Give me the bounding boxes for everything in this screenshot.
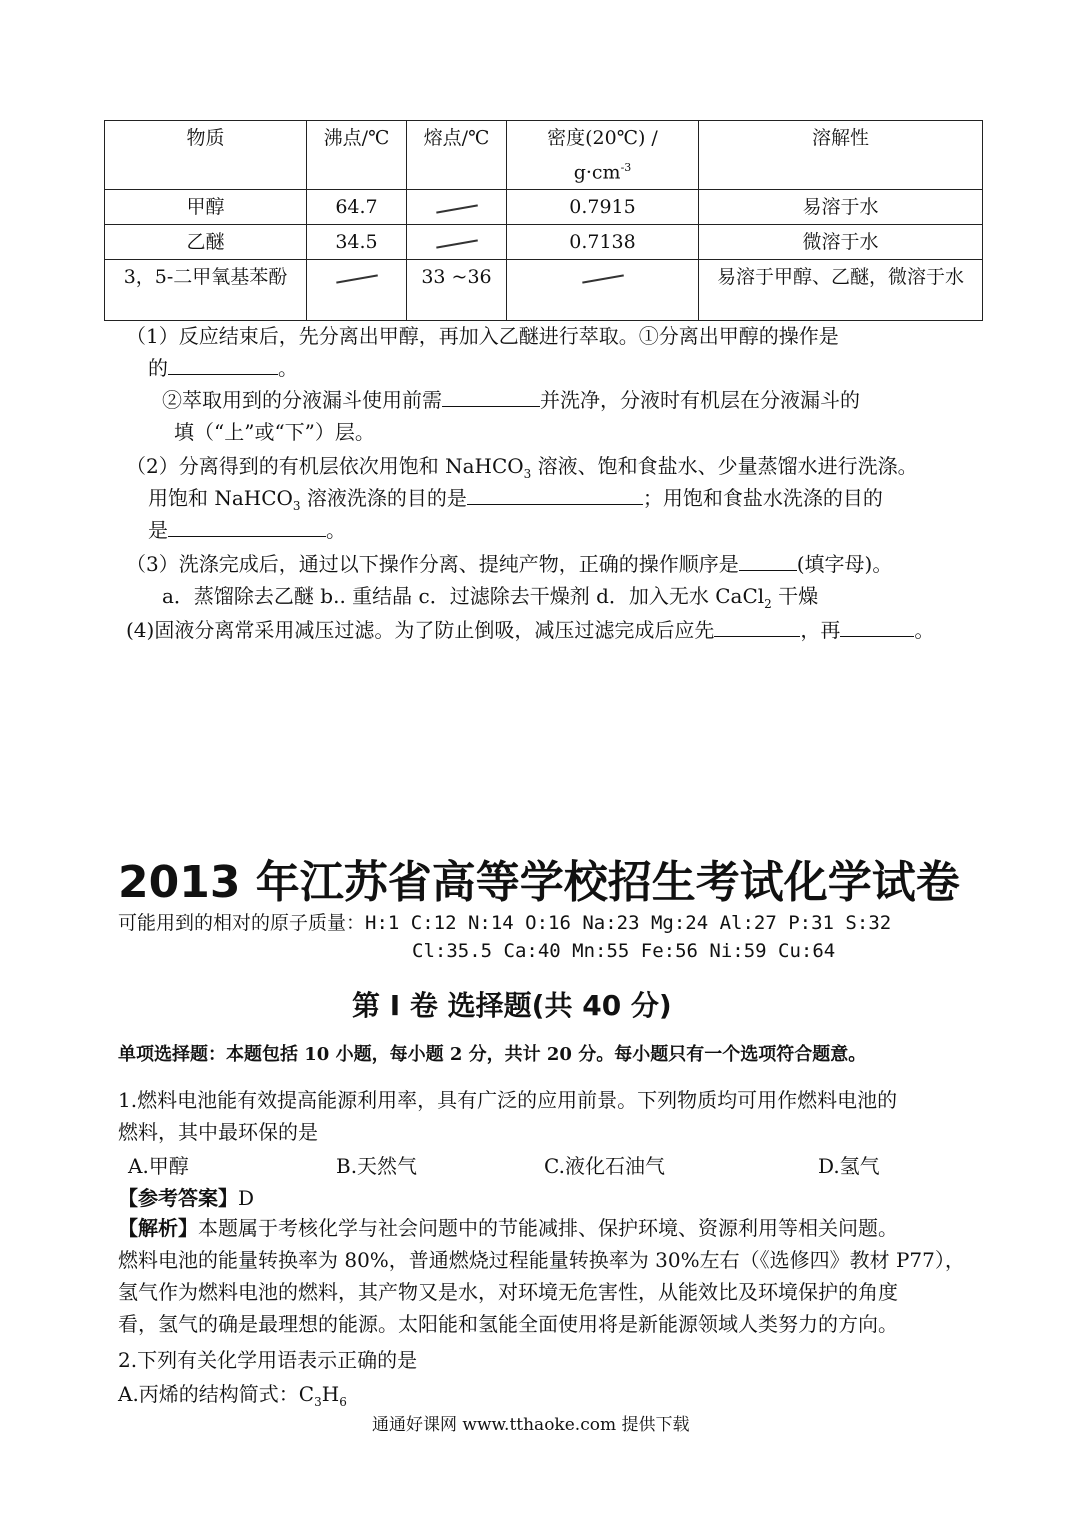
q3a-prefix: （3）洗涤完成后，通过以下操作分离、提纯产物，正确的操作顺序是: [126, 552, 739, 576]
cell-name: 乙醚: [105, 225, 307, 260]
question-2c: [148, 514, 346, 546]
cell-solubility: 微溶于水: [699, 225, 983, 260]
exam-q1-line2: 燃料，其中最环保的是: [118, 1120, 318, 1144]
dash-mark: [436, 204, 478, 213]
q2-option-a-mid: H: [321, 1382, 340, 1406]
header-boiling-point: 沸点/℃: [307, 121, 407, 190]
q2a-prefix: （2）分离得到的有机层依次用饱和 NaHCO: [126, 454, 524, 478]
q2c-suffix: 。: [326, 518, 346, 542]
q2b-prefix: 用饱和 NaHCO: [148, 486, 293, 510]
cell-density: [507, 260, 699, 321]
analysis-line1: [118, 1212, 898, 1244]
properties-table: [104, 120, 983, 321]
option-c: C.液化石油气: [544, 1154, 665, 1178]
q2a-suffix: 溶液、饱和食盐水、少量蒸馏水进行洗涤。: [531, 454, 918, 478]
exam-title: 2013 年江苏省高等学校招生考试化学试卷: [118, 857, 960, 908]
q3b-suffix: 干燥: [771, 584, 819, 608]
option-a: A.甲醇: [128, 1154, 189, 1178]
q4-middle: ，再: [800, 618, 841, 642]
page-footer: 通通好课网 www.tthaoke.com 提供下载: [372, 1415, 690, 1435]
q2-option-a-sub1: 3: [314, 1395, 322, 1409]
question-1d: 填（“上”或“下”）层。: [174, 420, 375, 444]
cell-bp: 34.5: [307, 225, 407, 260]
header-density-exp: -3: [620, 161, 632, 174]
analysis-text: 本题属于考核化学与社会问题中的节能减排、保护环境、资源利用等相关问题。: [198, 1216, 898, 1240]
dash-mark: [336, 274, 378, 283]
q2b-subscript: 3: [292, 499, 301, 513]
header-density: [507, 121, 699, 190]
header-density-label: 密度(20℃) /: [547, 127, 658, 149]
atomic-masses-line2: Cl:35.5 Ca:40 Mn:55 Fe:56 Ni:59 Cu:64: [412, 940, 836, 962]
answer-blank[interactable]: [168, 518, 326, 537]
section-instruction: 单项选择题：本题包括 10 小题，每小题 2 分，共计 20 分。每小题只有一个选项符合题意。: [118, 1044, 867, 1065]
analysis-line4: 看，氢气的确是最理想的能源。太阳能和氢能全面使用将是新能源领域人类努力的方向。: [118, 1312, 898, 1336]
q2c-prefix: 是: [148, 518, 168, 542]
q2b-suffix: ；用饱和食盐水洗涤的目的: [642, 486, 883, 510]
cell-name: 甲醇: [105, 190, 307, 225]
cell-solubility: 易溶于甲醇、乙醚，微溶于水: [699, 260, 983, 321]
cell-density: 0.7915: [507, 190, 699, 225]
q3b-subscript: 2: [764, 597, 772, 611]
q2a-subscript: 3: [523, 467, 532, 481]
cell-bp: 64.7: [307, 190, 407, 225]
dash-mark: [436, 239, 478, 248]
q2-option-a-sub2: 6: [339, 1395, 347, 1409]
question-1b: [148, 352, 298, 384]
q3a-suffix: (填字母)。: [796, 552, 893, 576]
exam-q2-line1: 2.下列有关化学用语表示正确的是: [118, 1348, 418, 1372]
atomic-masses-line1: 可能用到的相对的原子质量：H:1 C:12 N:14 O:16 Na:23 Mg:24 Al:27 P:31 S:32: [118, 912, 892, 934]
analysis-line3: 氢气作为燃料电池的燃料，其产物又是水，对环境无危害性，从能效比及环境保护的角度: [118, 1280, 898, 1304]
analysis-line2: 燃料电池的能量转换率为 80%，普通燃烧过程能量转换率为 30%左右（《选修四》教材 P77），: [118, 1248, 965, 1272]
q4-suffix: 。: [914, 618, 935, 642]
answer-blank[interactable]: [168, 356, 278, 375]
answer-blank[interactable]: [442, 388, 540, 407]
answer-value: D: [238, 1186, 255, 1210]
q1c-suffix: 并洗净，分液时有机层在分液漏斗的: [540, 388, 860, 412]
exam-q1-line1: 1.燃料电池能有效提高能源利用率，具有广泛的应用前景。下列物质均可用作燃料电池的: [118, 1088, 898, 1112]
answer-blank[interactable]: [714, 618, 800, 637]
cell-name: 3，5-二甲氧基苯酚: [105, 260, 307, 321]
cell-density: 0.7138: [507, 225, 699, 260]
table-row: [105, 260, 983, 321]
table-row: [105, 190, 983, 225]
dash-mark: [582, 274, 624, 283]
table-row: [105, 225, 983, 260]
cell-mp: [407, 190, 507, 225]
question-1c: [162, 384, 860, 416]
question-1a: （1）反应结束后，先分离出甲醇，再加入乙醚进行萃取。①分离出甲醇的操作是: [126, 324, 839, 348]
section-title: 第 I 卷 选择题(共 40 分): [352, 989, 672, 1022]
answer-label: 【参考答案】: [118, 1186, 238, 1210]
option-d: D.氢气: [818, 1154, 880, 1178]
header-solubility: 溶解性: [699, 121, 983, 190]
reference-answer: [118, 1182, 254, 1214]
answer-blank[interactable]: [467, 486, 643, 505]
option-b: B.天然气: [336, 1154, 418, 1178]
header-substance: 物质: [105, 121, 307, 190]
header-melting-point: 熔点/℃: [407, 121, 507, 190]
question-3a: [126, 548, 892, 580]
analysis-label: 【解析】: [118, 1216, 198, 1240]
question-4: [126, 614, 934, 646]
table-header-row: [105, 121, 983, 190]
cell-solubility: 易溶于水: [699, 190, 983, 225]
q2b-middle: 溶液洗涤的目的是: [300, 486, 467, 510]
q4-prefix: (4)固液分离常采用减压过滤。为了防止倒吸，减压过滤完成后应先: [126, 618, 715, 642]
answer-blank[interactable]: [840, 618, 914, 637]
cell-mp: 33 ~36: [407, 260, 507, 321]
q3b-options: a．蒸馏除去乙醚 b.. 重结晶 c．过滤除去干燥剂 d．加入无水 CaCl: [162, 584, 765, 608]
exam-q2-option-a: [118, 1378, 347, 1418]
q1c-prefix: ②萃取用到的分液漏斗使用前需: [162, 388, 442, 412]
q1b-suffix: 。: [278, 356, 298, 380]
q2-option-a-text: A.丙烯的结构简式：C: [118, 1382, 315, 1406]
q1b-prefix: 的: [148, 356, 168, 380]
header-density-unit: g·cm: [573, 161, 621, 184]
cell-bp: [307, 260, 407, 321]
cell-mp: [407, 225, 507, 260]
answer-blank[interactable]: [739, 552, 797, 571]
